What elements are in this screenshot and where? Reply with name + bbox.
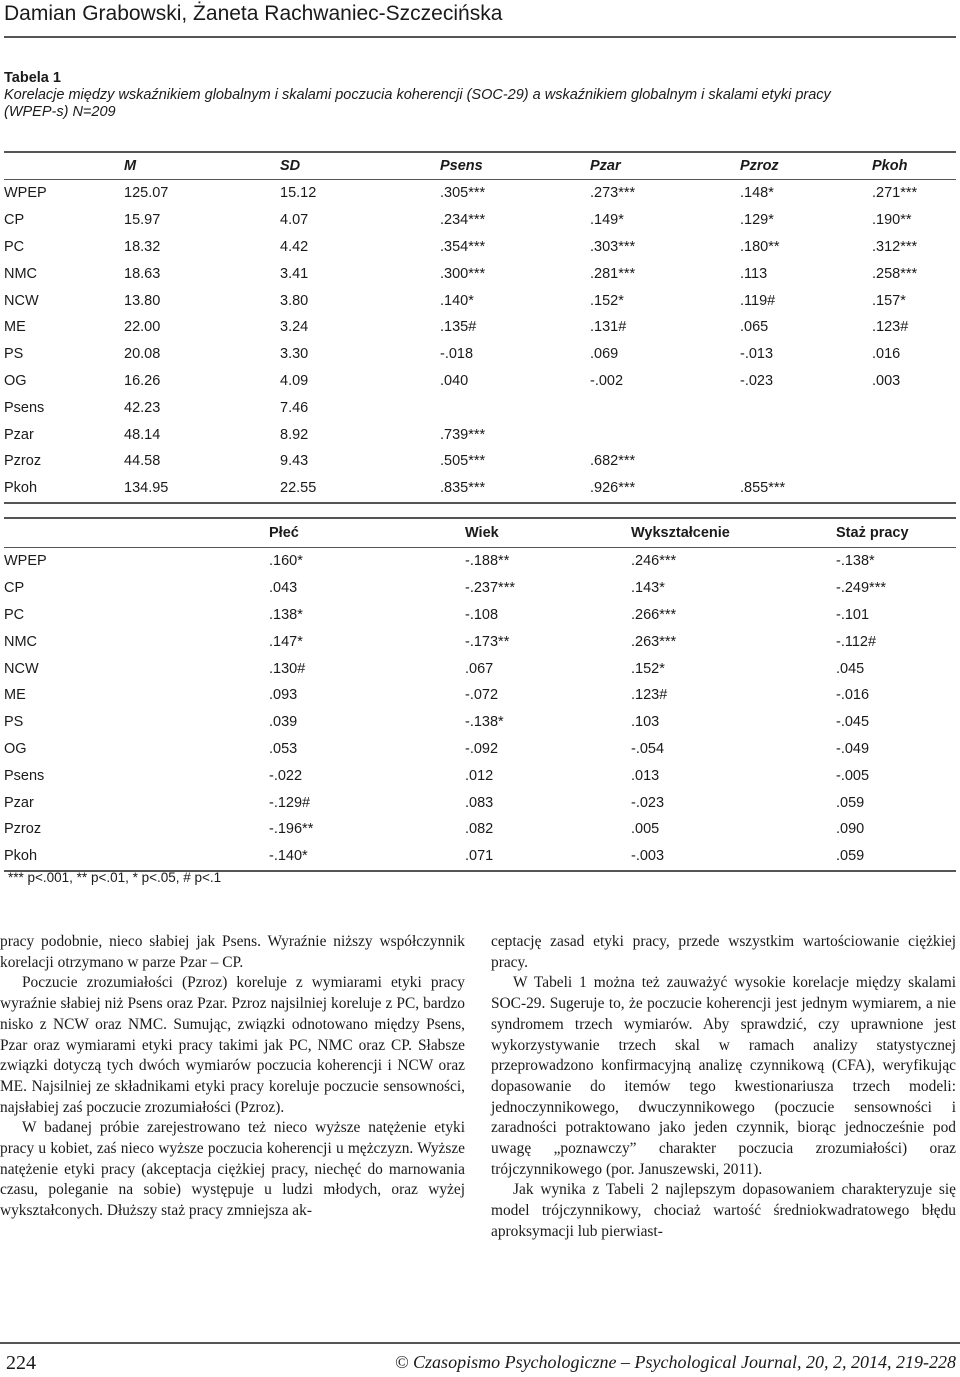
table-cell: .147* (269, 633, 303, 650)
table-cell: .835*** (440, 480, 486, 497)
table-cell: .148* (740, 185, 774, 202)
table-row (4, 448, 956, 475)
table-caption-line: (WPEP-s) N=209 (4, 104, 116, 120)
table-row (4, 789, 956, 816)
paragraph: pracy podobnie, nieco słabiej jak Psens. Wyraźnie niższy współczynnik korelacji otrzymano w parze Pzar – CP. (0, 933, 465, 971)
table-cell: .113 (740, 265, 768, 282)
column-header: Wykształcenie (631, 525, 730, 541)
table-row (4, 602, 956, 629)
body-column-left (0, 932, 465, 1222)
row-label: Pzroz (4, 821, 42, 838)
table-cell: 48.14 (124, 426, 161, 443)
table-cell: .312*** (872, 238, 918, 255)
row-label: Psens (4, 767, 45, 784)
table-cell: 7.46 (280, 399, 309, 416)
table-cell: .682*** (590, 453, 636, 470)
table-cell: -.023 (631, 794, 665, 811)
table-cell: 4.07 (280, 212, 309, 229)
page-number: 224 (6, 1352, 36, 1374)
row-label: NCW (4, 292, 39, 309)
table-cell: -.045 (836, 714, 870, 731)
table-cell: .103 (631, 714, 660, 731)
table-cell: .160* (269, 553, 303, 570)
table-cell: .016 (872, 346, 901, 363)
row-label: PS (4, 714, 24, 731)
table-caption (4, 87, 954, 121)
table-cell: 134.95 (124, 480, 169, 497)
table-cell: .354*** (440, 238, 486, 255)
table-cell: 42.23 (124, 399, 161, 416)
column-header: Pkoh (872, 158, 908, 174)
table-cell: .131# (590, 319, 627, 336)
table-cell: -.196** (269, 821, 314, 838)
table-cell: .129* (740, 212, 774, 229)
table-cell: -.108 (465, 606, 499, 623)
body-column-right (491, 932, 956, 1243)
table-footnote: *** p<.001, ** p<.01, * p<.05, # p<.1 (8, 870, 222, 885)
table-cell: .059 (836, 848, 865, 865)
table-cell: .303*** (590, 238, 636, 255)
table-cell: .300*** (440, 265, 486, 282)
table-cell: -.018 (440, 346, 474, 363)
table-row (4, 475, 956, 503)
column-header (4, 152, 124, 180)
table-cell: -.138* (836, 553, 875, 570)
table-cell: .140* (440, 292, 474, 309)
row-label: NMC (4, 265, 38, 282)
column-header: Pzar (590, 158, 621, 174)
table-cell: .003 (872, 372, 901, 389)
column-header: M (124, 158, 137, 174)
table-cell: .271*** (872, 185, 918, 202)
table-cell: .190** (872, 212, 912, 229)
table-cell: -.188** (465, 553, 510, 570)
table-row (4, 394, 956, 421)
table-cell (872, 448, 956, 475)
table-cell: 13.80 (124, 292, 161, 309)
row-label: Pkoh (4, 848, 38, 865)
table-row (4, 548, 956, 575)
table-cell: .083 (465, 794, 494, 811)
table-cell: 18.63 (124, 265, 161, 282)
table-cell: .135# (440, 319, 477, 336)
column-header: Wiek (465, 525, 499, 541)
table-cell: -.002 (590, 372, 624, 389)
row-label: PC (4, 238, 25, 255)
table-row (4, 287, 956, 314)
table-row (4, 314, 956, 341)
table-cell: 44.58 (124, 453, 161, 470)
table-caption-block (4, 70, 954, 121)
table-cell: .045 (836, 660, 865, 677)
table-cell: 15.97 (124, 212, 161, 229)
table-cell: 3.41 (280, 265, 309, 282)
paragraph: W badanej próbie zarejestrowano też nieco wyższe natężenie etyki pracy u kobiet, zaś nieco wyższe poczucia koherencji u mężczyzn. Wyższe natężenie etyki pracy (akceptacja ciężkiej pracy, niechęć do marnowania czasu, poleganie na sobie) występuje u ludzi młodych, oraz wyżej wykształconych. Dłuższy staż pracy zmniejsza ak- (0, 1119, 465, 1220)
table-cell: .059 (836, 794, 865, 811)
page-footer (0, 1342, 960, 1377)
table-cell: .157* (872, 292, 906, 309)
row-label: CP (4, 580, 25, 597)
table-row (4, 736, 956, 763)
row-label: Pkoh (4, 480, 38, 497)
table-row (4, 341, 956, 368)
row-label: Pzar (4, 794, 34, 811)
table-cell: .123# (872, 319, 909, 336)
row-label: ME (4, 319, 26, 336)
table-cell: .926*** (590, 480, 636, 497)
table-cell: 4.42 (280, 238, 309, 255)
table-row (4, 207, 956, 234)
column-header: Pzroz (740, 158, 779, 174)
table-cell (872, 394, 956, 421)
table-cell: .123# (631, 687, 668, 704)
table-cell: .855*** (740, 480, 786, 497)
table-cell: .143* (631, 580, 665, 597)
column-header: SD (280, 158, 301, 174)
table-cell: .505*** (440, 453, 486, 470)
table-cell: 22.00 (124, 319, 161, 336)
table-cell: .152* (631, 660, 665, 677)
table-row (4, 628, 956, 655)
row-label: Pzar (4, 426, 34, 443)
paragraph: Poczucie zrozumiałości (Pzroz) koreluje z wymiarami etyki pracy wyraźnie słabiej niż Psens oraz Pzar. Pzroz najsilniej koreluje z PC, bardzo nisko z NCW oraz NMC. Sumując, związki odnotowano między Psens, Pzar oraz wymiarami etyki pracy takimi jak PC, NMC oraz CP. Słabsze związki dotyczą tych dwóch wymiarów poczucia koherencji i NCW oraz ME. Najsilniej ze składnikami etyki pracy koreluje poczucie sensowności, najsłabiej zaś poczucie zrozumiałości (Pzroz). (0, 974, 465, 1116)
table-cell: .138* (269, 606, 303, 623)
table-cell: -.003 (631, 848, 665, 865)
column-header: Staż pracy (836, 525, 909, 541)
table-row (4, 234, 956, 261)
part2-header-row (4, 518, 956, 548)
table-cell: -.249*** (836, 580, 886, 597)
table-caption-line: Korelacje między wskaźnikiem globalnym i skalami poczucia koherencji (SOC-29) a wskaźnikiem globalnym i skalami etyki pracy (4, 87, 831, 103)
table-row (4, 655, 956, 682)
table-row (4, 843, 956, 871)
row-label: NMC (4, 633, 38, 650)
row-label: Pzroz (4, 453, 42, 470)
column-header (4, 518, 269, 548)
row-label: OG (4, 740, 27, 757)
table-cell: -.054 (631, 740, 665, 757)
table-cell: .263*** (631, 633, 677, 650)
row-label: ME (4, 687, 26, 704)
table-cell: 3.24 (280, 319, 309, 336)
paragraph: Jak wynika z Tabeli 2 najlepszym dopasowaniem charakteryzuje się model trójczynnikowy, chociaż wartość średniokwadratowego błędu aproksymacji lub pierwiast- (491, 1181, 956, 1240)
table-cell (590, 394, 740, 421)
table-row (4, 709, 956, 736)
running-header (4, 0, 956, 38)
table-cell: .090 (836, 821, 865, 838)
table-cell: -.013 (740, 346, 774, 363)
table-cell: 22.55 (280, 480, 317, 497)
table-cell (872, 475, 956, 503)
row-label: PC (4, 606, 25, 623)
table-cell: -.072 (465, 687, 499, 704)
table-cell: .071 (465, 848, 494, 865)
table-cell: -.049 (836, 740, 870, 757)
table-cell: .093 (269, 687, 298, 704)
table-cell (590, 421, 740, 448)
table-cell: .082 (465, 821, 494, 838)
table-cell: -.016 (836, 687, 870, 704)
table-row (4, 816, 956, 843)
table-cell: .273*** (590, 185, 636, 202)
table-cell: 20.08 (124, 346, 161, 363)
table-cell: .013 (631, 767, 660, 784)
table-row (4, 421, 956, 448)
column-header: Psens (440, 158, 483, 174)
table-cell: .039 (269, 714, 298, 731)
table-cell: -.092 (465, 740, 499, 757)
table-cell: .130# (269, 660, 306, 677)
table-row (4, 180, 956, 207)
table-cell: .180** (740, 238, 780, 255)
table-cell: 8.92 (280, 426, 309, 443)
part1-header-row (4, 152, 956, 180)
row-label: PS (4, 346, 24, 363)
table-cell: .043 (269, 580, 298, 597)
row-label: NCW (4, 660, 39, 677)
table-cell: .258*** (872, 265, 918, 282)
table-cell: .005 (631, 821, 660, 838)
paragraph: ceptację zasad etyki pracy, przede wszystkim wartościowanie ciężkiej pracy. (491, 933, 956, 971)
table-cell: .069 (590, 346, 619, 363)
table-cell: 18.32 (124, 238, 161, 255)
table-label: Tabela 1 (4, 70, 61, 86)
column-header: Płeć (269, 525, 299, 541)
table-cell: -.173** (465, 633, 510, 650)
row-label: WPEP (4, 553, 47, 570)
table-cell: -.023 (740, 372, 774, 389)
table-cell (740, 394, 872, 421)
table-cell: .152* (590, 292, 624, 309)
table-cell: 15.12 (280, 185, 317, 202)
table-row (4, 762, 956, 789)
table-cell: .053 (269, 740, 298, 757)
table-cell: 16.26 (124, 372, 161, 389)
table-cell: 3.80 (280, 292, 309, 309)
table-cell (872, 421, 956, 448)
table-cell: .266*** (631, 606, 677, 623)
table-cell: 9.43 (280, 453, 309, 470)
table-cell (740, 421, 872, 448)
table-cell: -.112# (836, 633, 877, 650)
table-cell: .065 (740, 319, 769, 336)
table-cell: .739*** (440, 426, 486, 443)
table-cell: 3.30 (280, 346, 309, 363)
correlation-table-part2 (4, 517, 956, 872)
table-row (4, 575, 956, 602)
table-cell: .281*** (590, 265, 636, 282)
table-cell: .149* (590, 212, 624, 229)
table-cell: .234*** (440, 212, 486, 229)
correlation-table-part1 (4, 151, 956, 504)
table-cell (440, 394, 590, 421)
table-row (4, 260, 956, 287)
table-cell: .012 (465, 767, 494, 784)
journal-reference: © Czasopismo Psychologiczne – Psychological Journal, 20, 2, 2014, 219-228 (394, 1352, 956, 1372)
table-cell: -.005 (836, 767, 870, 784)
table-cell: -.140* (269, 848, 308, 865)
table-cell: 4.09 (280, 372, 309, 389)
table-row (4, 682, 956, 709)
table-cell (740, 448, 872, 475)
table-cell: .246*** (631, 553, 677, 570)
table-cell: -.138* (465, 714, 504, 731)
table-cell: -.129# (269, 794, 311, 811)
row-label: Psens (4, 399, 45, 416)
paragraph: W Tabeli 1 można też zauważyć wysokie korelacje między skalami SOC-29. Sugeruje to, że poczucie koherencji jest jednym wymiarem, a nie syndromem trzech wymiarów. Aby sprawdzić, czy uprawnione jest wykorzystywanie trzech skal w ramach analizy statystycznej przeprowadzono konfirmacyjną analizę czynnikową (CFA), weryfikując dopasowanie do itemów tego kwestionariusza trzech modeli: jednoczynnikowego, dwuczynnikowego (poczucie sensowności i zaradności potraktowano jako jeden czynnik, biorąc jednocześnie pod uwagę „poznawczy” charakter poczucia zrozumiałości) oraz trójczynnikowego (por. Januszewski, 2011). (491, 974, 956, 1178)
header-authors: Damian Grabowski, Żaneta Rachwaniec-Szczecińska (4, 2, 503, 25)
row-label: WPEP (4, 185, 47, 202)
table-cell: -.101 (836, 606, 870, 623)
table-row (4, 368, 956, 395)
row-label: CP (4, 212, 25, 229)
table-cell: .067 (465, 660, 494, 677)
table-cell: .305*** (440, 185, 486, 202)
table-cell: -.022 (269, 767, 303, 784)
table-cell: .119# (740, 292, 776, 309)
table-cell: .040 (440, 372, 469, 389)
table-cell: -.237*** (465, 580, 515, 597)
table-cell: 125.07 (124, 185, 169, 202)
row-label: OG (4, 372, 27, 389)
